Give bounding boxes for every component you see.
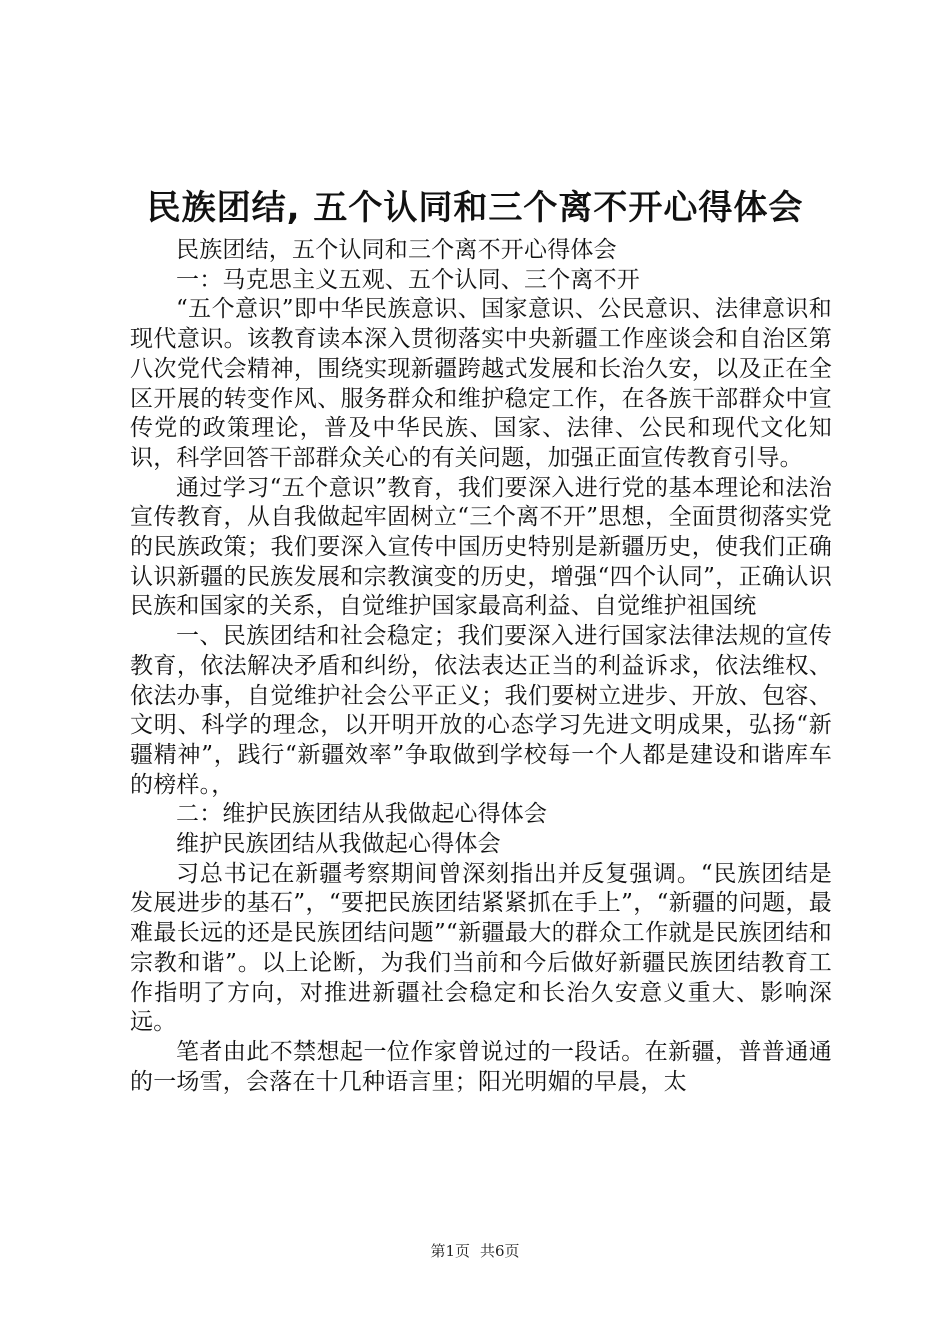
document-title: 民族团结, 五个认同和三个离不开心得体会 xyxy=(146,188,804,228)
paragraph: 民族团结，五个认同和三个离不开心得体会 xyxy=(176,237,617,263)
paragraph: 二：维护民族团结从我做起心得体会 xyxy=(176,801,548,828)
paragraph: 通过学习“五个意识”教育，我们要深入进行党的基本理论和法治宣传教育，从自我做起牢固树立“三个离不开”思想，全面贯彻落实党的民族政策；我们要深入宣传中国历史特别是新疆历史，使我们正确认识新疆的民族发展和宗教演变的历史，增强“四个认同”，正确认识民族和国家的关系，自觉维护国家最高利益、自觉维护祖国统 xyxy=(130,474,832,620)
paragraph: 习总书记在新疆考察期间曾深刻指出并反复强调。“民族团结是发展进步的基石”，“要把民族团结紧紧抓在手上”，“新疆的问题，最难最长远的还是民族团结问题”“新疆最大的群众工作就是民族团结和宗教和谐”。以上论断，为我们当前和今后做好新疆民族团结教育工作指明了方向，对推进新疆社会稳定和长治久安意义重大、影响深远。 xyxy=(130,860,832,1036)
page-footer xyxy=(0,1241,950,1261)
paragraph: “五个意识”即中华民族意识、国家意识、公民意识、法律意识和现代意识。该教育读本深入贯彻落实中央新疆工作座谈会和自治区第八次党代会精神，围绕实现新疆跨越式发展和长治久安，以及正在全区开展的转变作风、服务群众和维护稳定工作，在各族干部群众中宣传党的政策理论，普及中华民族、国家、法律、公民和现代文化知识，科学回答干部群众关心的有关问题，加强正面宣传教育引导。 xyxy=(130,296,832,471)
paragraph: 一：马克思主义五观、五个认同、三个离不开 xyxy=(176,266,640,293)
paragraph: 维护民族团结从我做起心得体会 xyxy=(176,831,501,858)
page-number: 第1页 xyxy=(430,1242,470,1260)
paragraph: 笔者由此不禁想起一位作家曾说过的一段话。在新疆，普普通通的一场雪，会落在十几种语言里；阳光明媚的早晨，太 xyxy=(130,1038,832,1095)
paragraph: 一、民族团结和社会稳定；我们要深入进行国家法律法规的宣传教育，依法解决矛盾和纠纷，依法表达正当的利益诉求，依法维权、依法办事，自觉维护社会公平正义；我们要树立进步、开放、包容、文明、科学的理念，以开明开放的心态学习先进文明成果，弘扬“新疆精神”，践行“新疆效率”争取做到学校每一个人都是建设和谐库车的榜样。， xyxy=(130,623,832,798)
document-body xyxy=(130,236,832,1097)
page-total: 共6页 xyxy=(480,1242,520,1260)
